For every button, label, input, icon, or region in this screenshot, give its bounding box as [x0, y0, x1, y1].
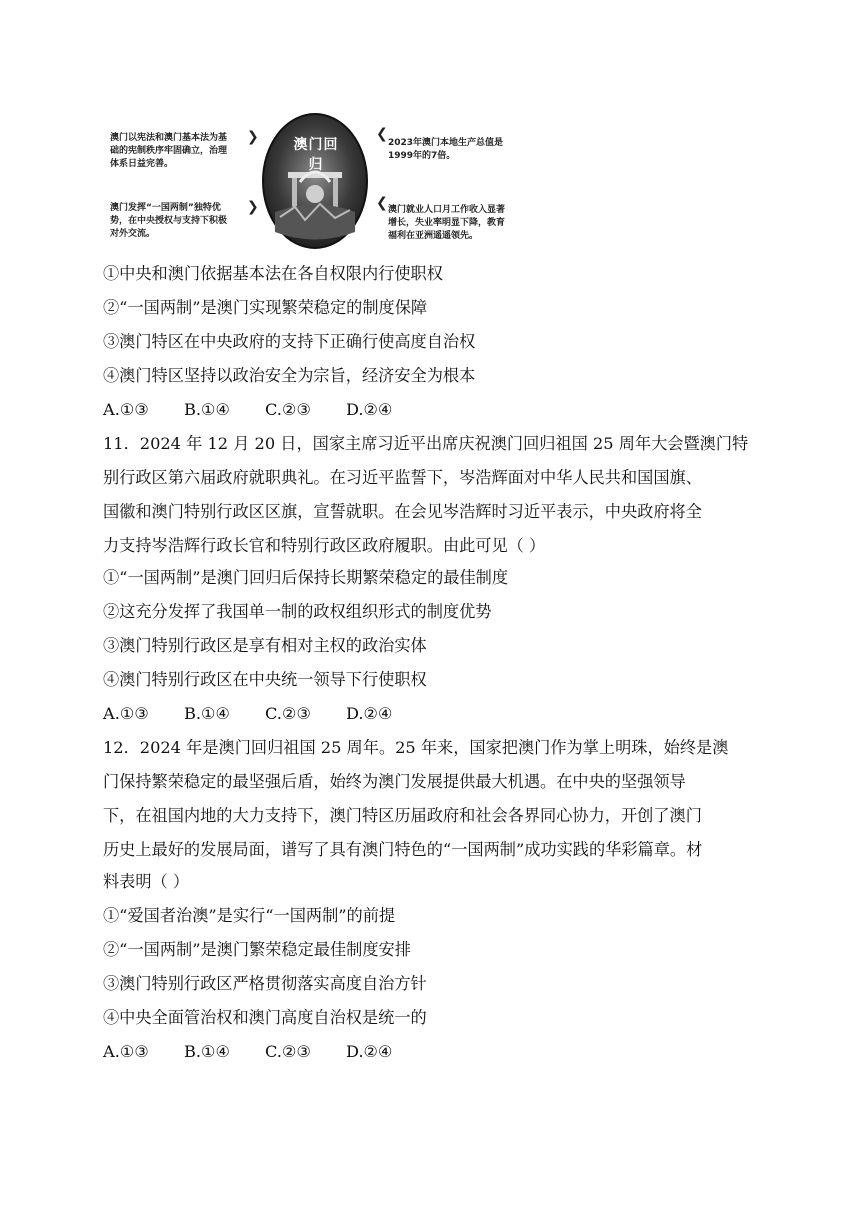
caption-top-left: 澳门以宪法和澳门基本法为基 础的宪制秩序牢固确立，治理 体系日益完善。 — [110, 133, 228, 169]
q12-stem-line-3: 下，在祖国内地的大力支持下，澳门特区历届政府和社会各界同心协力，开创了澳门 — [103, 806, 702, 825]
q11-option-3: ③澳门特别行政区是享有相对主权的政治实体 — [103, 636, 427, 655]
q12-option-2: ②“一国两制”是澳门繁荣稳定最佳制度安排 — [103, 940, 411, 959]
choice-b: B.①④ — [184, 1042, 231, 1061]
q11-stem-line-3: 国徽和澳门特别行政区区旗，宣誓就职。在会见岑浩辉时习近平表示，中央政府将全 — [103, 502, 702, 521]
q10-option-2: ②“一国两制”是澳门实现繁荣稳定的制度保障 — [103, 298, 428, 317]
caption-bottom-right: 澳门就业人口月工作收入显著 增长，失业率明显下降，教育 福利在亚洲遥遥领先。 — [388, 205, 506, 241]
choice-d: D.②④ — [346, 1042, 393, 1061]
arrow-left-icon: ❮ — [376, 126, 388, 142]
q10-answer-choices — [103, 400, 393, 420]
q12-option-3: ③澳门特别行政区严格贯彻落实高度自治方针 — [103, 974, 427, 993]
q12-option-4: ④中央全面管治权和澳门高度自治权是统一的 — [103, 1008, 427, 1027]
macau-emblem-image — [260, 112, 370, 250]
q12-stem-line-2: 门保持繁荣稳定的最坚强后盾，始终为澳门发展提供最大机遇。在中央的坚强领导 — [103, 772, 686, 791]
caption-top-right: 2023年澳门本地生产总值是 1999年的7倍。 — [388, 138, 504, 161]
q10-option-4: ④澳门特区坚持以政治安全为宗旨，经济安全为根本 — [103, 366, 476, 385]
q11-stem-line-2: 别行政区第六届政府就职典礼。在习近平监誓下，岑浩辉面对中华人民共和国国旗、 — [103, 468, 702, 487]
arrow-right-icon: ❯ — [247, 129, 259, 145]
choice-b: B.①④ — [184, 400, 231, 419]
q11-stem-line-4: 力支持岑浩辉行政长官和特别行政区政府履职。由此可见（ ） — [103, 536, 546, 555]
macau-return-figure — [110, 112, 510, 252]
choice-d: D.②④ — [346, 704, 393, 723]
choice-a: A.①③ — [103, 1042, 149, 1061]
q11-option-2: ②这充分发挥了我国单一制的政权组织形式的制度优势 — [103, 602, 492, 621]
q10-option-3: ③澳门特区在中央政府的支持下正确行使高度自治权 — [103, 332, 476, 351]
figure-title: 澳门回归 — [293, 137, 339, 173]
arrow-right-icon: ❯ — [247, 199, 259, 215]
q12-stem-line-5: 料表明（ ） — [103, 872, 190, 891]
choice-a: A.①③ — [103, 400, 149, 419]
q12-stem-line-4: 历史上最好的发展局面，谱写了具有澳门特色的“一国两制”成功实践的华彩篇章。材 — [103, 840, 703, 859]
choice-c: C.②③ — [265, 400, 311, 419]
arrow-left-icon: ❮ — [376, 195, 388, 211]
q12-stem-line-1: 12．2024 年是澳门回归祖国 25 周年。25 年来，国家把澳门作为掌上明珠，始终是澳 — [103, 738, 729, 757]
q11-stem-line-1: 11．2024 年 12 月 20 日，国家主席习近平出席庆祝澳门回归祖国 25 周年大会暨澳门特 — [103, 434, 749, 453]
choice-c: C.②③ — [265, 1042, 311, 1061]
caption-bottom-left: 澳门发挥“一国两制”独特优 势，在中央授权与支持下积极 对外交流。 — [110, 203, 228, 239]
q11-option-4: ④澳门特别行政区在中央统一领导下行使职权 — [103, 670, 427, 689]
q12-option-1: ①“爱国者治澳”是实行“一国两制”的前提 — [103, 906, 396, 925]
q11-option-1: ①“一国两制”是澳门回归后保持长期繁荣稳定的最佳制度 — [103, 568, 509, 587]
q12-answer-choices — [103, 1042, 393, 1062]
choice-b: B.①④ — [184, 704, 231, 723]
q10-option-1: ①中央和澳门依据基本法在各自权限内行使职权 — [103, 264, 443, 283]
choice-c: C.②③ — [265, 704, 311, 723]
q11-answer-choices — [103, 704, 393, 724]
choice-d: D.②④ — [346, 400, 393, 419]
choice-a: A.①③ — [103, 704, 149, 723]
